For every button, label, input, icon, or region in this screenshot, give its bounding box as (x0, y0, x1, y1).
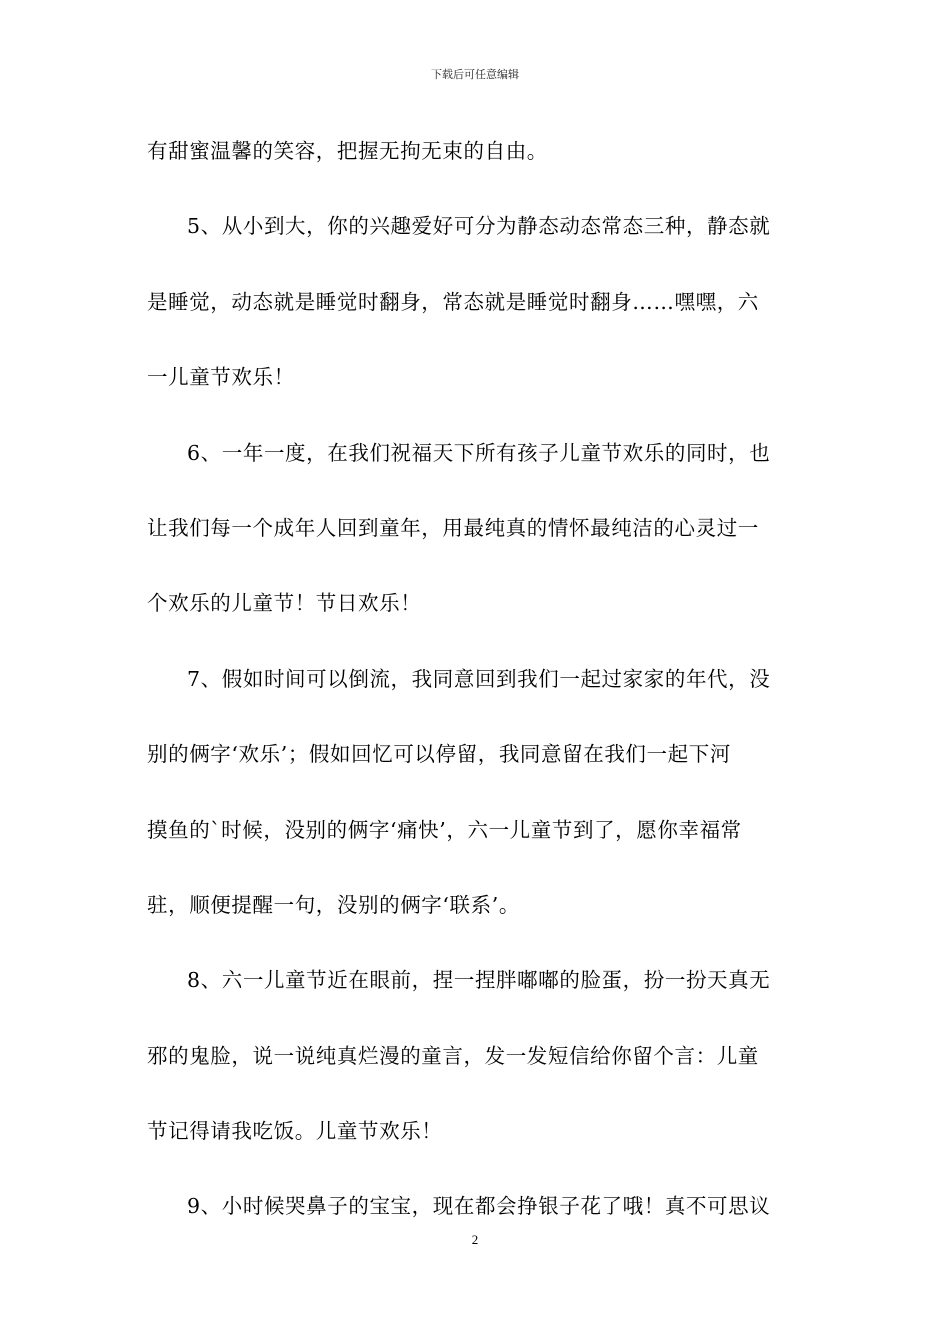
paragraph-start-line: 6、一年一度，在我们祝福天下所有孩子儿童节欢乐的同时，也 (187, 440, 771, 465)
text-line: 摸鱼的`时候，没别的俩字‘痛快’，六一儿童节到了，愿你幸福常 (147, 817, 742, 842)
text-line: 让我们每一个成年人回到童年，用最纯真的情怀最纯洁的心灵过一 (147, 515, 759, 540)
text-line: 有甜蜜温馨的笑容，把握无拘无束的自由。 (147, 139, 548, 163)
text-line: 节记得请我吃饭。儿童节欢乐！ (147, 1119, 443, 1144)
paragraph-start-line: 9、小时候哭鼻子的宝宝，现在都会挣银子花了哦！真不可思议 (187, 1194, 771, 1219)
text-line: 别的俩字‘欢乐’；假如回忆可以停留，我同意留在我们一起下河 (147, 742, 731, 767)
text-line: 一儿童节欢乐！ (147, 365, 295, 390)
page-number: 2 (471, 1232, 479, 1247)
paragraph-start-line: 8、六一儿童节近在眼前，捏一捏胖嘟嘟的脸蛋，扮一扮天真无 (187, 968, 771, 993)
text-line: 邪的鬼脸，说一说纯真烂漫的童言，发一发短信给你留个言：儿童 (147, 1043, 759, 1068)
document-body (147, 129, 807, 1229)
paragraph-start-line: 5、从小到大，你的兴趣爱好可分为静态动态常态三种，静态就 (187, 214, 771, 239)
text-line: 个欢乐的儿童节！节日欢乐！ (147, 591, 422, 616)
text-line: 是睡觉，动态就是睡觉时翻身，常态就是睡觉时翻身……嘿嘿，六 (147, 289, 759, 314)
page-header: 下载后可任意编辑 (431, 68, 519, 81)
text-line: 驻，顺便提醒一句，没别的俩字‘联系’。 (147, 892, 520, 917)
paragraph-start-line: 7、假如时间可以倒流，我同意回到我们一起过家家的年代，没 (187, 666, 771, 691)
